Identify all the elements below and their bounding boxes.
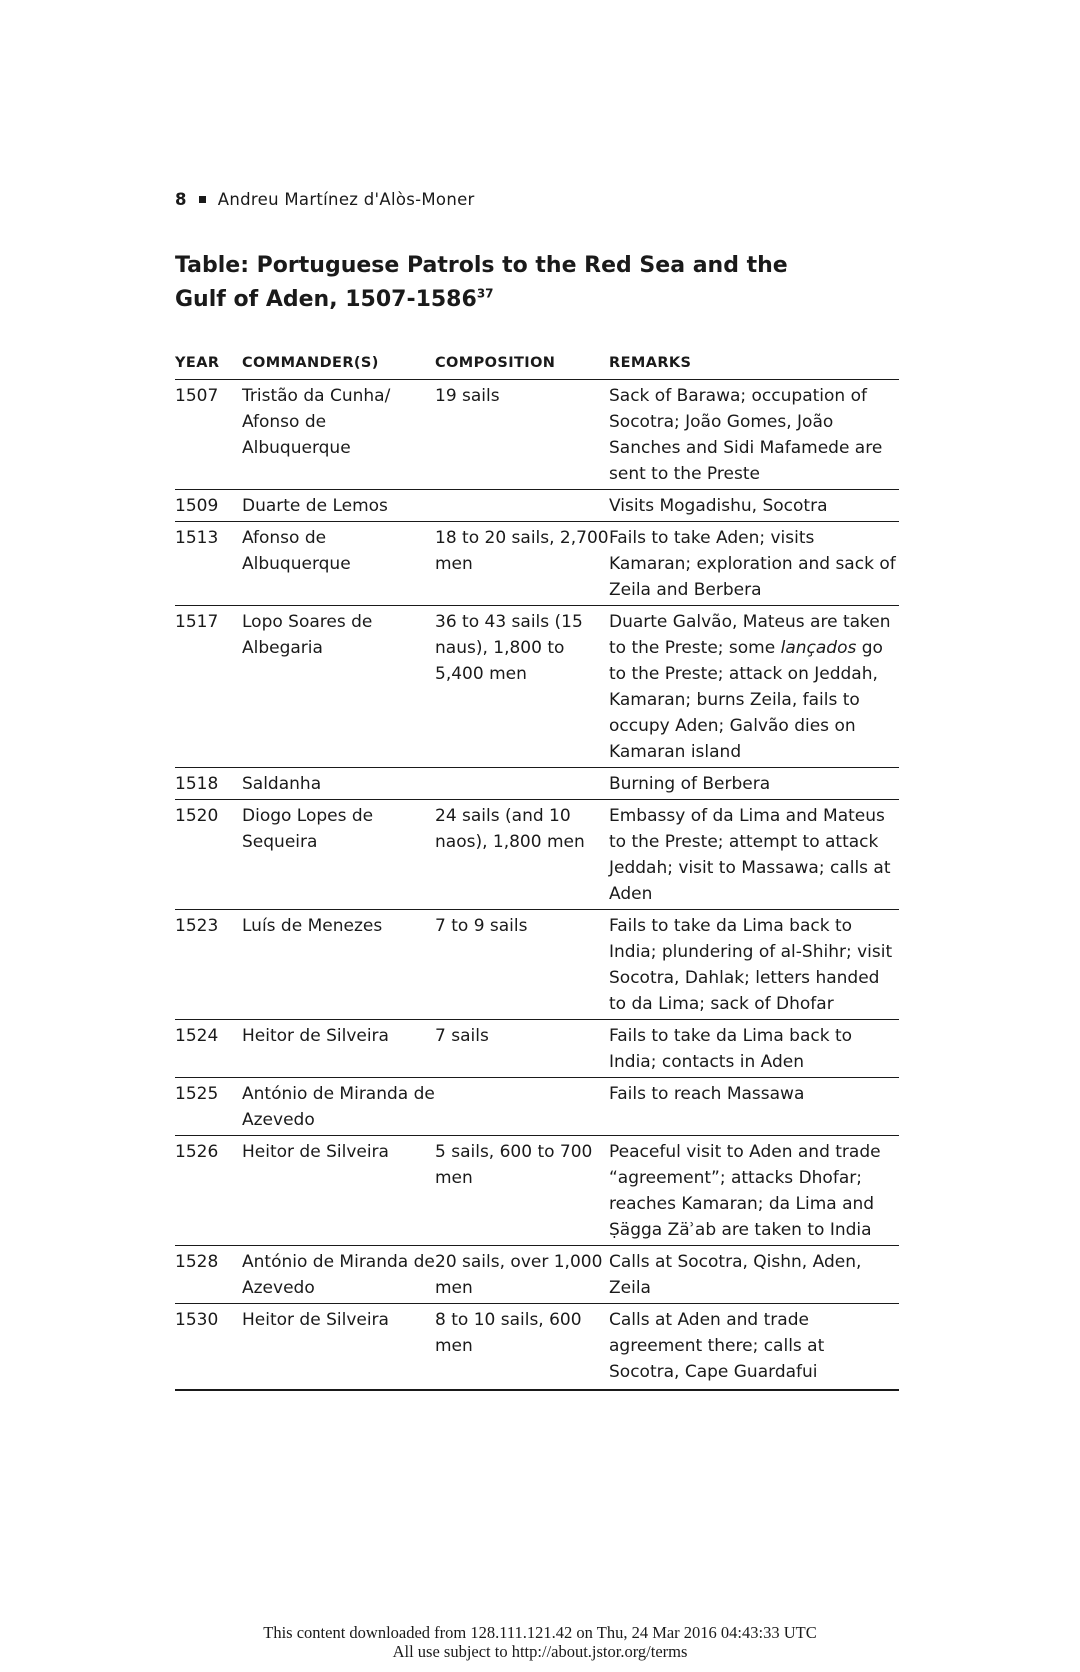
- cell-year: 1525: [175, 1078, 242, 1136]
- bullet-icon: [199, 196, 206, 203]
- cell-year: 1526: [175, 1136, 242, 1246]
- remarks-text: Duarte Galvão, Mateus are taken to the Preste; some: [609, 612, 891, 658]
- cell-composition: [435, 490, 609, 522]
- cell-year: 1530: [175, 1304, 242, 1391]
- cell-year: 1528: [175, 1246, 242, 1304]
- download-notice-line: This content downloaded from 128.111.121.42 on Thu, 24 Mar 2016 04:43:33 UTC: [263, 1623, 817, 1642]
- cell-remarks: Visits Mogadishu, Socotra: [609, 490, 899, 522]
- cell-composition: [435, 1078, 609, 1136]
- patrols-table: [175, 350, 899, 1391]
- table-title: [175, 249, 795, 317]
- cell-commander: Luís de Menezes: [242, 910, 435, 1020]
- table-row: [175, 768, 899, 800]
- running-header: [175, 190, 475, 209]
- cell-commander: Lopo Soares de Albegaria: [242, 606, 435, 768]
- cell-composition: 19 sails: [435, 380, 609, 490]
- table-row: [175, 490, 899, 522]
- cell-remarks: Fails to take da Lima back to India; plundering of al-Shihr; visit Socotra, Dahlak; letters handed to da Lima; sack of Dhofar: [609, 910, 899, 1020]
- remarks-italic-term: lançados: [780, 638, 857, 658]
- cell-year: 1518: [175, 768, 242, 800]
- download-notice: [0, 1623, 1080, 1661]
- table-row: [175, 800, 899, 910]
- cell-year: 1513: [175, 522, 242, 606]
- column-header-year: YEAR: [175, 350, 242, 380]
- cell-composition: 7 to 9 sails: [435, 910, 609, 1020]
- cell-year: 1517: [175, 606, 242, 768]
- author-name: Andreu Martínez d'Alòs-Moner: [217, 190, 475, 209]
- cell-commander: Heitor de Silveira: [242, 1020, 435, 1078]
- cell-year: 1524: [175, 1020, 242, 1078]
- cell-composition: 36 to 43 sails (15 naus), 1,800 to 5,400 men: [435, 606, 609, 768]
- page-number: 8: [175, 190, 187, 209]
- cell-commander: Duarte de Lemos: [242, 490, 435, 522]
- table-row: [175, 1304, 899, 1391]
- cell-commander: António de Miranda de Azevedo: [242, 1246, 435, 1304]
- column-header-composition: COMPOSITION: [435, 350, 609, 380]
- cell-remarks: Fails to reach Massawa: [609, 1078, 899, 1136]
- column-header-commanders: COMMANDER(S): [242, 350, 435, 380]
- table-row: [175, 380, 899, 490]
- table-row: [175, 1020, 899, 1078]
- cell-remarks: Embassy of da Lima and Mateus to the Preste; attempt to attack Jeddah; visit to Massawa; calls at Aden: [609, 800, 899, 910]
- cell-remarks: Calls at Socotra, Qishn, Aden, Zeila: [609, 1246, 899, 1304]
- cell-commander: Diogo Lopes de Sequeira: [242, 800, 435, 910]
- table-header-row: [175, 350, 899, 380]
- cell-remarks: Sack of Barawa; occupation of Socotra; João Gomes, João Sanches and Sidi Mafamede are sent to the Preste: [609, 380, 899, 490]
- table-row: [175, 1246, 899, 1304]
- cell-commander: Heitor de Silveira: [242, 1136, 435, 1246]
- cell-commander: Afonso de Albuquerque: [242, 522, 435, 606]
- cell-composition: [435, 768, 609, 800]
- table-row: [175, 1078, 899, 1136]
- cell-remarks: [609, 606, 899, 768]
- cell-remarks: Calls at Aden and trade agreement there; calls at Socotra, Cape Guardafui: [609, 1304, 899, 1391]
- cell-remarks: Peaceful visit to Aden and trade “agreement”; attacks Dhofar; reaches Kamaran; da Lima and Ṣägga Zäʾab are taken to India: [609, 1136, 899, 1246]
- cell-commander: António de Miranda de Azevedo: [242, 1078, 435, 1136]
- cell-composition: 5 sails, 600 to 700 men: [435, 1136, 609, 1246]
- column-header-remarks: REMARKS: [609, 350, 899, 380]
- cell-commander: Saldanha: [242, 768, 435, 800]
- footnote-marker: 37: [476, 286, 494, 301]
- table-row: [175, 606, 899, 768]
- cell-year: 1520: [175, 800, 242, 910]
- cell-remarks: Fails to take da Lima back to India; contacts in Aden: [609, 1020, 899, 1078]
- cell-commander: Heitor de Silveira: [242, 1304, 435, 1391]
- terms-notice-line: All use subject to http://about.jstor.org/terms: [392, 1642, 688, 1661]
- cell-composition: 24 sails (and 10 naos), 1,800 men: [435, 800, 609, 910]
- cell-commander: Tristão da Cunha/ Afonso de Albuquerque: [242, 380, 435, 490]
- cell-composition: 18 to 20 sails, 2,700 men: [435, 522, 609, 606]
- table-row: [175, 1136, 899, 1246]
- cell-year: 1509: [175, 490, 242, 522]
- cell-composition: 20 sails, over 1,000 men: [435, 1246, 609, 1304]
- table-row: [175, 910, 899, 1020]
- table-title-text: Table: Portuguese Patrols to the Red Sea and the Gulf of Aden, 1507-1586: [175, 253, 788, 312]
- cell-year: 1523: [175, 910, 242, 1020]
- cell-composition: 7 sails: [435, 1020, 609, 1078]
- cell-year: 1507: [175, 380, 242, 490]
- cell-remarks: Burning of Berbera: [609, 768, 899, 800]
- cell-composition: 8 to 10 sails, 600 men: [435, 1304, 609, 1391]
- table-row: [175, 522, 899, 606]
- cell-remarks: Fails to take Aden; visits Kamaran; exploration and sack of Zeila and Berbera: [609, 522, 899, 606]
- remarks-text: go to the Preste; attack on Jeddah, Kamaran; burns Zeila, fails to occupy Aden; Galvão dies on Kamaran island: [609, 638, 883, 762]
